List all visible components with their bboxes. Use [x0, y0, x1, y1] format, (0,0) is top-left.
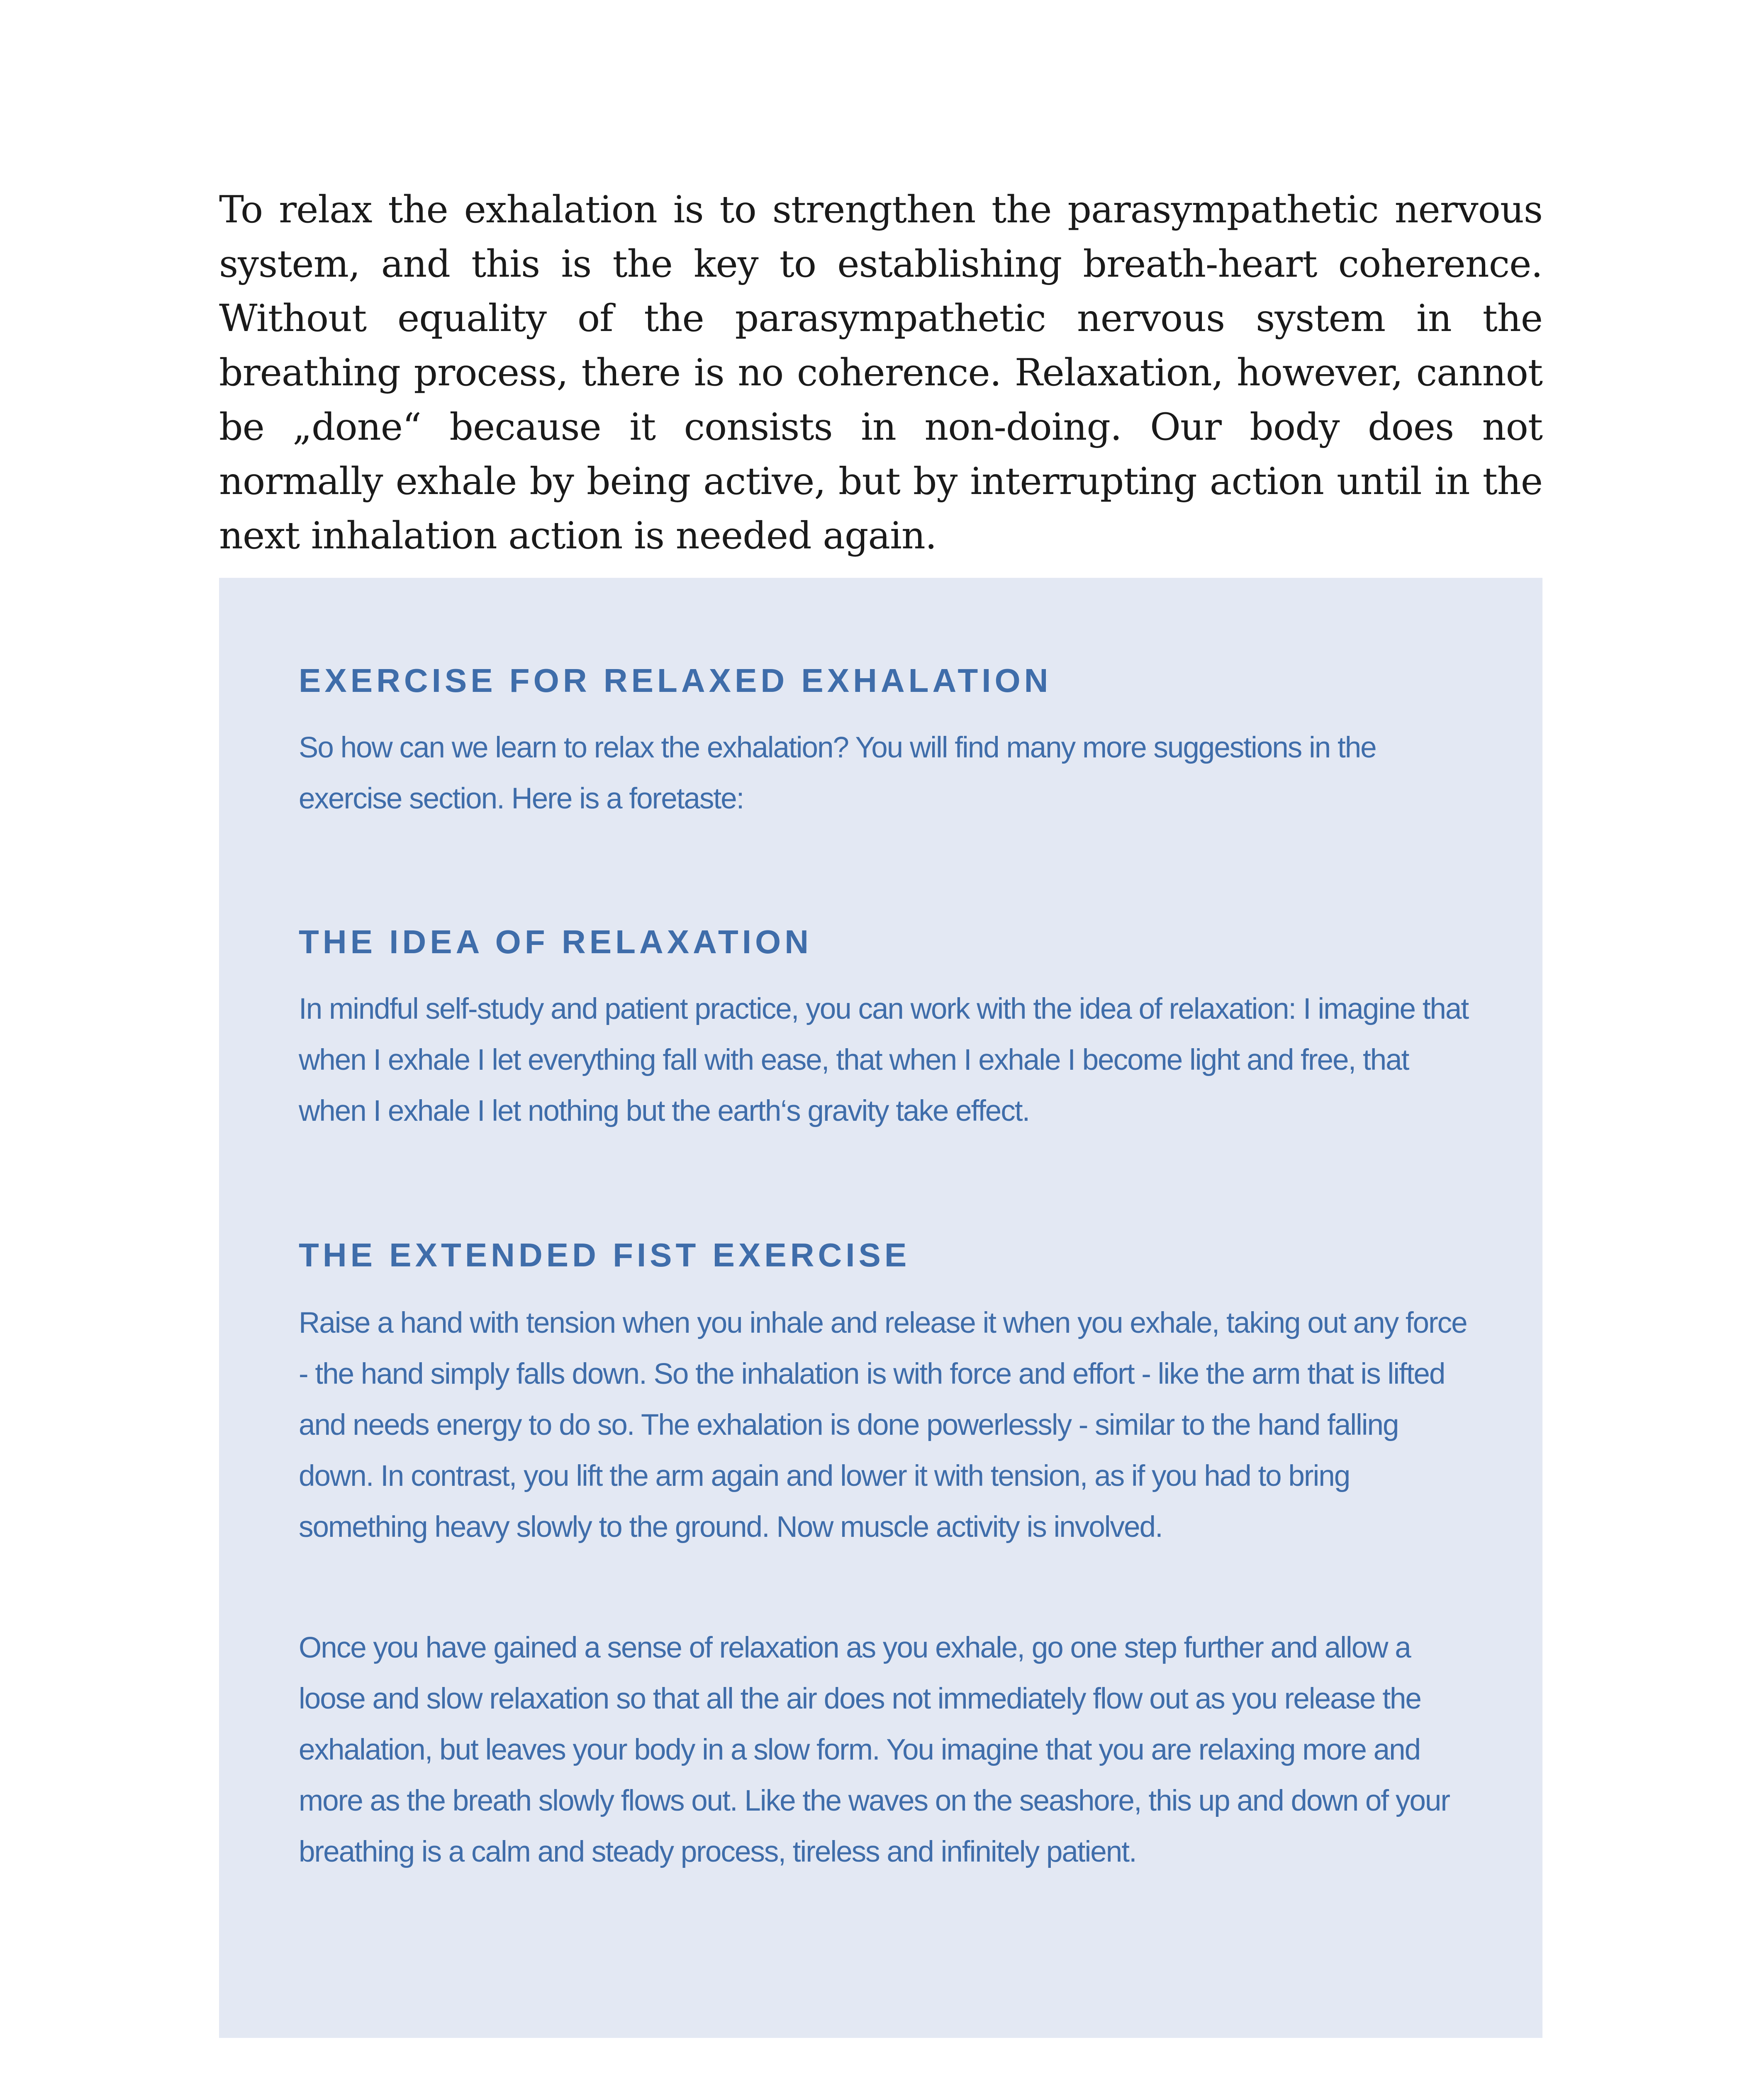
section-heading-relaxed-exhalation: EXERCISE FOR RELAXED EXHALATION: [299, 662, 1052, 699]
section-paragraph-extended-fist-1: Raise a hand with tension when you inhale and release it when you exhale, taking out any force - the hand simply falls down. So the inhalation is with force and effort - like the arm that is lifted and needs energy to do so. The exhalation is done powerlessly - similar to the hand falling down. In contrast, you lift the arm again and lower it with tension, as if you had to bring something heavy slowly to the ground. Now muscle activity is involved.: [299, 1307, 1467, 1543]
section-heading-extended-fist: THE EXTENDED FIST EXERCISE: [299, 1237, 911, 1273]
section-paragraph-relaxed-exhalation: So how can we learn to relax the exhalation? You will find many more suggestions in the exercise section. Here is a foretaste:: [299, 731, 1376, 815]
section-heading-idea-of-relaxation: THE IDEA OF RELAXATION: [299, 923, 812, 960]
exercise-box: [219, 578, 1542, 2038]
intro-paragraph: To relax the exhalation is to strengthen the parasympathetic nervous system, and this is the key to establishing breath-heart coherence. Without equality of the parasympathetic nervous system in the breathing process, there is no coherence. Relaxation, however, cannot be „done“ because it consists in non-doing. Our body does not normally exhale by being active, but by interrupting action until in the next inhalation action is needed again.: [219, 188, 1542, 557]
section-paragraph-extended-fist-2: Once you have gained a sense of relaxation as you exhale, go one step further and allow a loose and slow relaxation so that all the air does not immediately flow out as you release the exhalation, but leaves your body in a slow form. You imagine that you are relaxing more and more as the breath slowly flows out. Like the waves on the seashore, this up and down of your breathing is a calm and steady process, tireless and infinitely patient.: [299, 1631, 1450, 1868]
section-paragraph-idea-of-relaxation: In mindful self-study and patient practice, you can work with the idea of relaxation: I imagine that when I exhale I let everything fall with ease, that when I exhale I become light and free, that when I exhale I let nothing but the earth‘s gravity take effect.: [299, 993, 1469, 1127]
